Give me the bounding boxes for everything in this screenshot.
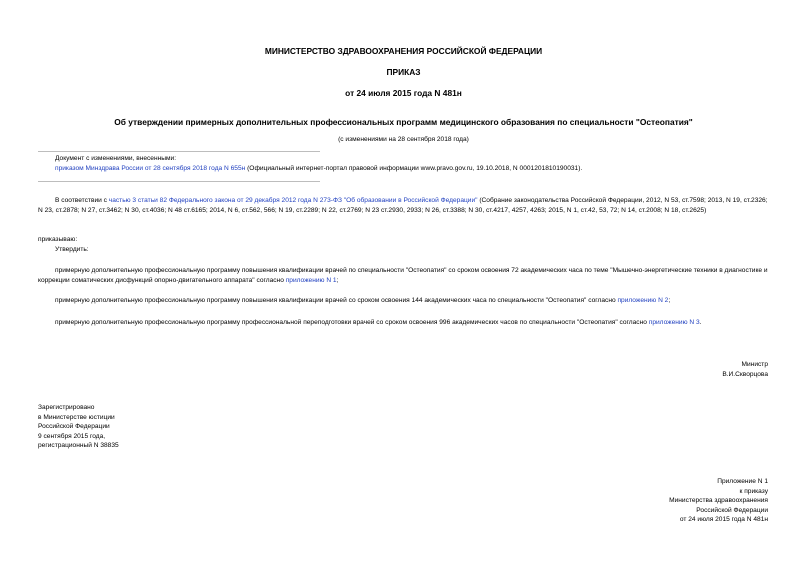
signature-block [560,360,768,379]
appendix-line-2: к приказу [739,487,768,495]
item1-end: ; [336,276,339,284]
order-item-2 [38,296,770,306]
changes-block [55,154,755,173]
doc-type-heading: ПРИКАЗ [386,67,421,77]
item3-text: примерную дополнительную профессиональную программу профессиональной переподготовки врачей со сроком освоения 996 академических часов по специальности "Остеопатия" согласно [55,319,649,326]
amendment-note: (с изменениями на 28 сентября 2018 года) [338,136,469,143]
prikazyvayu-label: приказываю: [38,236,78,243]
order-item-1 [38,266,770,285]
approve-label: Утвердить: [55,246,89,253]
item2-end: ; [668,297,671,304]
item1-text: примерную дополнительную профессиональную программу повышения квалификации врачей по специальности "Остеопатия" со сроком освоения 72 академических часа по теме "Мышечно-энергетические техники в диагностике и коррекции соматических дисфункций опорно-двигательного аппарата" согласно [38,267,768,284]
appendix-2-link[interactable]: приложению N 2 [617,297,669,304]
appendix-3-link[interactable]: приложению N 3 [648,319,700,326]
registration-line-1: Зарегистрировано [38,404,95,411]
item3-end: . [699,319,702,326]
changes-label: Документ с изменениями, внесенными: [55,155,177,162]
divider-bottom [38,181,320,182]
appendix-line-3: Министерства здравоохранения [669,497,768,504]
item2-text: примерную дополнительную профессиональную программу повышения квалификации врачей со сроком освоения 144 академических часа по специальности "Остеопатия" согласно [55,297,618,304]
registration-line-3: Российской Федерации [38,423,110,430]
document-title: Об утверждении примерных дополнительных профессиональных программ медицинского образования по специальности "Остеопатия" [114,117,693,127]
preamble-rest: (Собрание законодательства Российской Федерации, 2012, N 53, ст.7598; 2013, N 19, ст.2326; N 23, ст.2878; N 27, ст.3462; N 30, ст.4036; N 48 ст.6165; 2014, N 6, ст.562, 566; N 19, ст.2289; N 22, ст.2769; N 23 ст.2930, 2933; N 26, ст.3388; N 30, ст.4217, 4257, 4263; 2015, N 1, ст.42, 53, 72; N 14, ст.2008; N 18, ст.2625) [38,197,768,214]
registration-block [38,403,258,451]
appendix-line-1: Приложение N 1 [717,478,768,485]
signature-name: В.И.Скворцова [722,370,768,378]
ministry-heading: МИНИСТЕРСТВО ЗДРАВООХРАНЕНИЯ РОССИЙСКОЙ ФЕДЕРАЦИИ [264,46,543,56]
preamble-intro: В соответствии с [55,197,109,204]
registration-line-5: регистрационный N 38835 [38,442,119,449]
changes-text [55,164,755,174]
divider-top [38,151,320,152]
appendix-line-4: Российской Федерации [696,506,768,514]
appendix-1-link[interactable]: приложению N 1 [285,276,337,284]
changes-link[interactable]: приказом Минздрава России от 28 сентября 2018 года N 655н [55,164,246,172]
signature-position: Министр [741,361,768,368]
appendix-header [560,477,768,525]
preamble-paragraph [38,196,770,215]
date-number-heading: от 24 июля 2015 года N 481н [345,88,462,98]
order-item-3 [38,318,770,328]
changes-rest: (Официальный интернет-портал правовой информации www.pravo.gov.ru, 19.10.2018, N 0001201810190031). [245,164,583,172]
appendix-line-5: от 24 июля 2015 года N 481н [679,516,768,523]
law-link[interactable]: частью 3 статьи 82 Федерального закона от 29 декабря 2012 года N 273-ФЗ "Об образовании в Российской Федерации" [108,197,478,204]
registration-line-2: в Министерстве юстиции [38,413,115,421]
registration-line-4: 9 сентября 2015 года, [38,432,106,440]
